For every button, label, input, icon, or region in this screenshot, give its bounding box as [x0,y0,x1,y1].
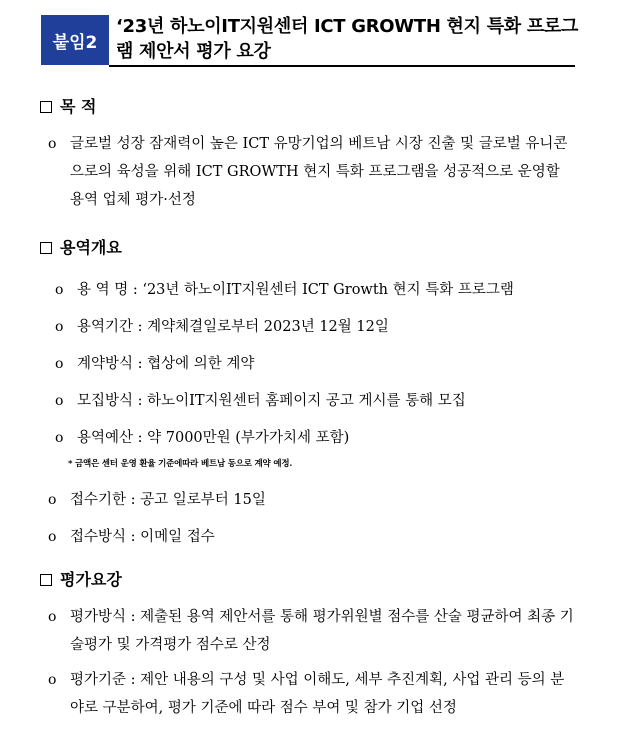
list-item: o 접수방식 : 이메일 접수 [48,529,215,545]
budget-note: * 금액은 센터 운영 환율 기준에따라 베트남 동으로 계약 예정. [68,459,293,469]
checkbox-square-icon [40,574,52,586]
section-heading-overview: 용역개요 [40,237,122,259]
list-item: o 계약방식 : 협상에 의한 계약 [55,356,255,372]
list-item: o 용역예산 : 약 7000만원 (부가가치세 포함) [55,430,350,446]
list-item: o 모집방식 : 하노이IT지원센터 홈페이지 공고 게시를 통해 모집 [55,393,466,409]
section-heading-purpose: 목 적 [40,96,96,118]
checkbox-square-icon [40,242,52,254]
checkbox-square-icon [40,101,52,113]
list-item: o 글로벌 성장 잠재력이 높은 ICT 유망기업의 베트남 시장 진출 및 글로벌 유니콘으로의 육성을 위해 ICT GROWTH 현지 특화 프로그램을 성공적으로 운영할 용역 업체 평가·선정 [48,136,568,208]
title-underline [109,65,575,67]
list-item: o 접수기한 : 공고 일로부터 15일 [48,492,266,508]
section-heading-evaluation: 평가요강 [40,569,122,591]
list-item: o 평가방식 : 제출된 용역 제안서를 통해 평가위원별 점수를 산술 평균하여 최종 기술평가 및 가격평가 점수로 산정 [48,609,574,653]
list-item: o 용 역 명 : ‘23년 하노이IT지원센터 ICT Growth 현지 특화 프로그램 [55,282,514,298]
list-item: o 평가기준 : 제안 내용의 구성 및 사업 이해도, 세부 추진계획, 사업 관리 등의 분야로 구분하여, 평가 기준에 따라 점수 부여 및 참가 기업 선정 [48,672,565,716]
list-item: o 용역기간 : 계약체결일로부터 2023년 12월 12일 [55,319,389,335]
document-title: ‘23년 하노이IT지원센터 ICT GROWTH 현지 특화 프로그램 제안서 평가 요강 [116,16,579,62]
attachment-badge: 붙임2 [41,15,109,65]
